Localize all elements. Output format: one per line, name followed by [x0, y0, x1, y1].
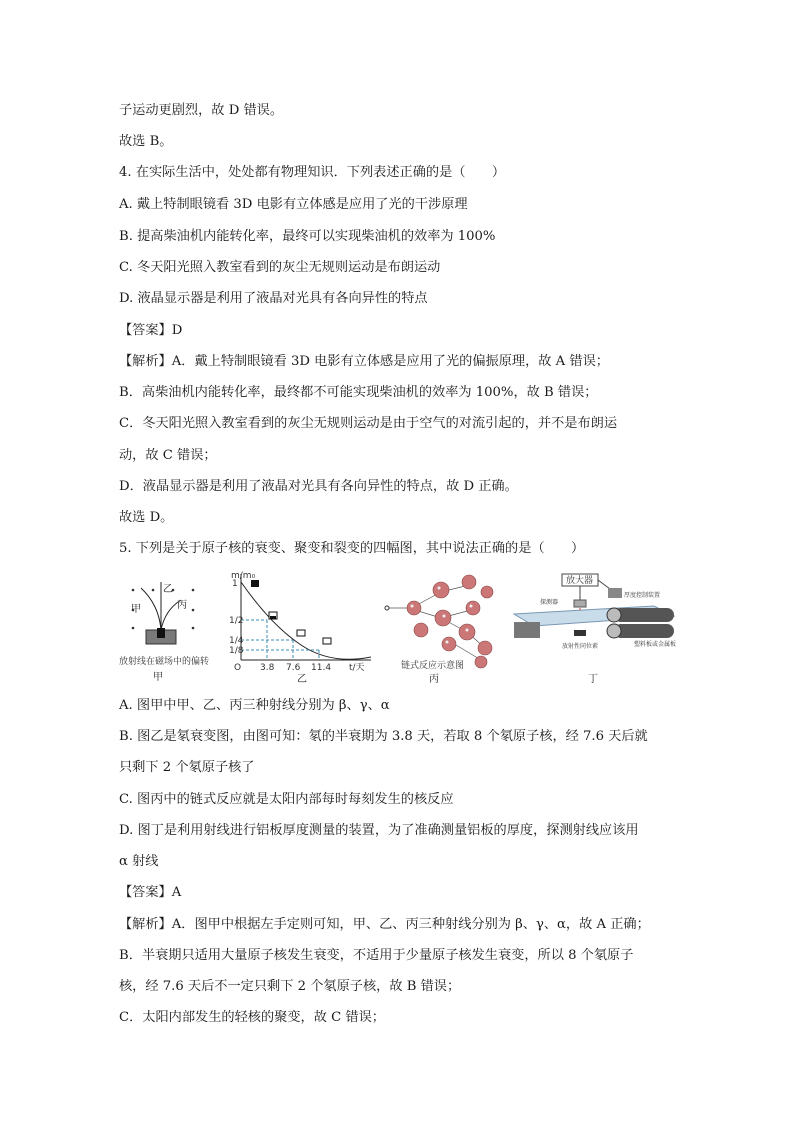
q5-option-b1: B. 图乙是氡衰变图，由图可知：氡的半衰期为 3.8 天，若取 8 个氡原子核，经 7.6 天后就 — [119, 729, 648, 744]
q5-analysis-b2: 核，经 7.6 天后不一定只剩下 2 个氡原子核，故 B 错误； — [119, 979, 461, 994]
yi-ytick-4: 1/8 — [229, 646, 244, 656]
plate-label: 塑料板或金属板 — [634, 641, 677, 648]
question-5-figures — [119, 570, 689, 685]
yi-xtick-1: 3.8 — [260, 663, 275, 673]
q4-analysis-c2: 动，故 C 错误； — [119, 448, 217, 463]
q4-option-d: D. 液晶显示器是利用了液晶对光具有各向异性的特点 — [119, 291, 428, 306]
q4-answer: 【答案】D — [119, 323, 183, 338]
figure-jia — [119, 570, 227, 685]
yi-xunit: t/天 — [349, 663, 365, 673]
yi-ytick-2: 1/2 — [229, 616, 244, 626]
yi-yaxis-label: m/m₀ — [231, 571, 256, 581]
detector-label: 探测器 — [540, 599, 559, 606]
yi-ytick-3: 1/4 — [229, 636, 244, 646]
yi-origin: O — [234, 663, 242, 673]
ray-bing-label: 丙 — [177, 600, 187, 611]
question-4-stem: 4. 在实际生活中，处处都有物理知识．下列表述正确的是（ ） — [119, 165, 506, 180]
yi-xtick-2: 7.6 — [286, 663, 301, 673]
yi-xtick-3: 11.4 — [311, 663, 332, 673]
figure-bing-label: 丙 — [429, 674, 439, 685]
q4-analysis-d: D．液晶显示器是利用了液晶对光具有各向异性的特点，故 D 正确。 — [119, 479, 518, 494]
q4-option-b: B. 提高柴油机内能转化率，最终可以实现柴油机的效率为 100% — [119, 229, 496, 244]
q5-option-a: A. 图甲中甲、乙、丙三种射线分别为 β、γ、α — [119, 698, 390, 713]
q5-option-d1: D. 图丁是利用射线进行铝板厚度测量的装置，为了准确测量铝板的厚度，探测射线应该用 — [119, 823, 639, 838]
q5-option-c: C. 图丙中的链式反应就是太阳内部每时每刻发生的核反应 — [119, 792, 454, 807]
figure-jia-label: 甲 — [153, 672, 163, 683]
figure-bing-caption: 链式反应示意图 — [401, 661, 465, 671]
q4-option-c: C. 冬天阳光照入教室看到的灰尘无规则运动是布朗运动 — [119, 260, 441, 275]
q4-analysis-b: B．高柴油机内能转化率，最终都不可能实现柴油机的效率为 100%，故 B 错误； — [119, 385, 598, 400]
q4-analysis-c1: C．冬天阳光照入教室看到的灰尘无规则运动是由于空气的对流引起的，并不是布朗运 — [119, 416, 618, 431]
question-5-stem: 5. 下列是关于原子核的衰变、聚变和裂变的四幅图，其中说法正确的是（ ） — [119, 541, 585, 556]
source-label: 放射性同位素 — [562, 643, 599, 650]
yi-ytick-1: 1 — [232, 579, 238, 589]
figure-jia-caption: 放射线在磁场中的偏转 — [119, 657, 210, 667]
figure-ding-thickness-gauge — [504, 570, 684, 685]
figure-yi-label: 乙 — [297, 674, 307, 685]
figure-ding-label: 丁 — [588, 674, 598, 685]
q5-option-b2: 只剩下 2 个氡原子核了 — [119, 760, 255, 775]
q4-analysis-a: 【解析】A．戴上特制眼镜看 3D 电影有立体感是应用了光的偏振原理，故 A 错误； — [119, 354, 609, 369]
q5-option-d2: α 射线 — [119, 854, 159, 869]
ray-yi-label: 乙 — [163, 584, 173, 595]
ray-jia-label: 甲 — [131, 604, 141, 615]
q4-option-a: A. 戴上特制眼镜看 3D 电影有立体感是应用了光的干涉原理 — [119, 197, 468, 212]
figure-yi-decay-graph — [231, 570, 381, 685]
q5-analysis-c: C．太阳内部发生的轻核的聚变，故 C 错误； — [119, 1010, 385, 1025]
figure-bing-chain-reaction — [381, 570, 501, 685]
q4-conclusion: 故选 D。 — [119, 510, 174, 525]
q5-analysis-a: 【解析】A．图甲中根据左手定则可知，甲、乙、丙三种射线分别为 β、γ、α，故 A 正确； — [119, 917, 650, 932]
q5-answer: 【答案】A — [119, 885, 182, 900]
q5-analysis-b1: B．半衰期只适用大量原子核发生衰变，不适用于少量原子核发生衰变，所以 8 个氡原子 — [119, 948, 634, 963]
thickness-control-label: 厚度控制装置 — [624, 592, 661, 599]
amplifier-label: 放大器 — [566, 576, 594, 586]
line-2: 故选 B。 — [119, 134, 173, 149]
line-1: 子运动更剧烈，故 D 错误。 — [119, 103, 284, 118]
